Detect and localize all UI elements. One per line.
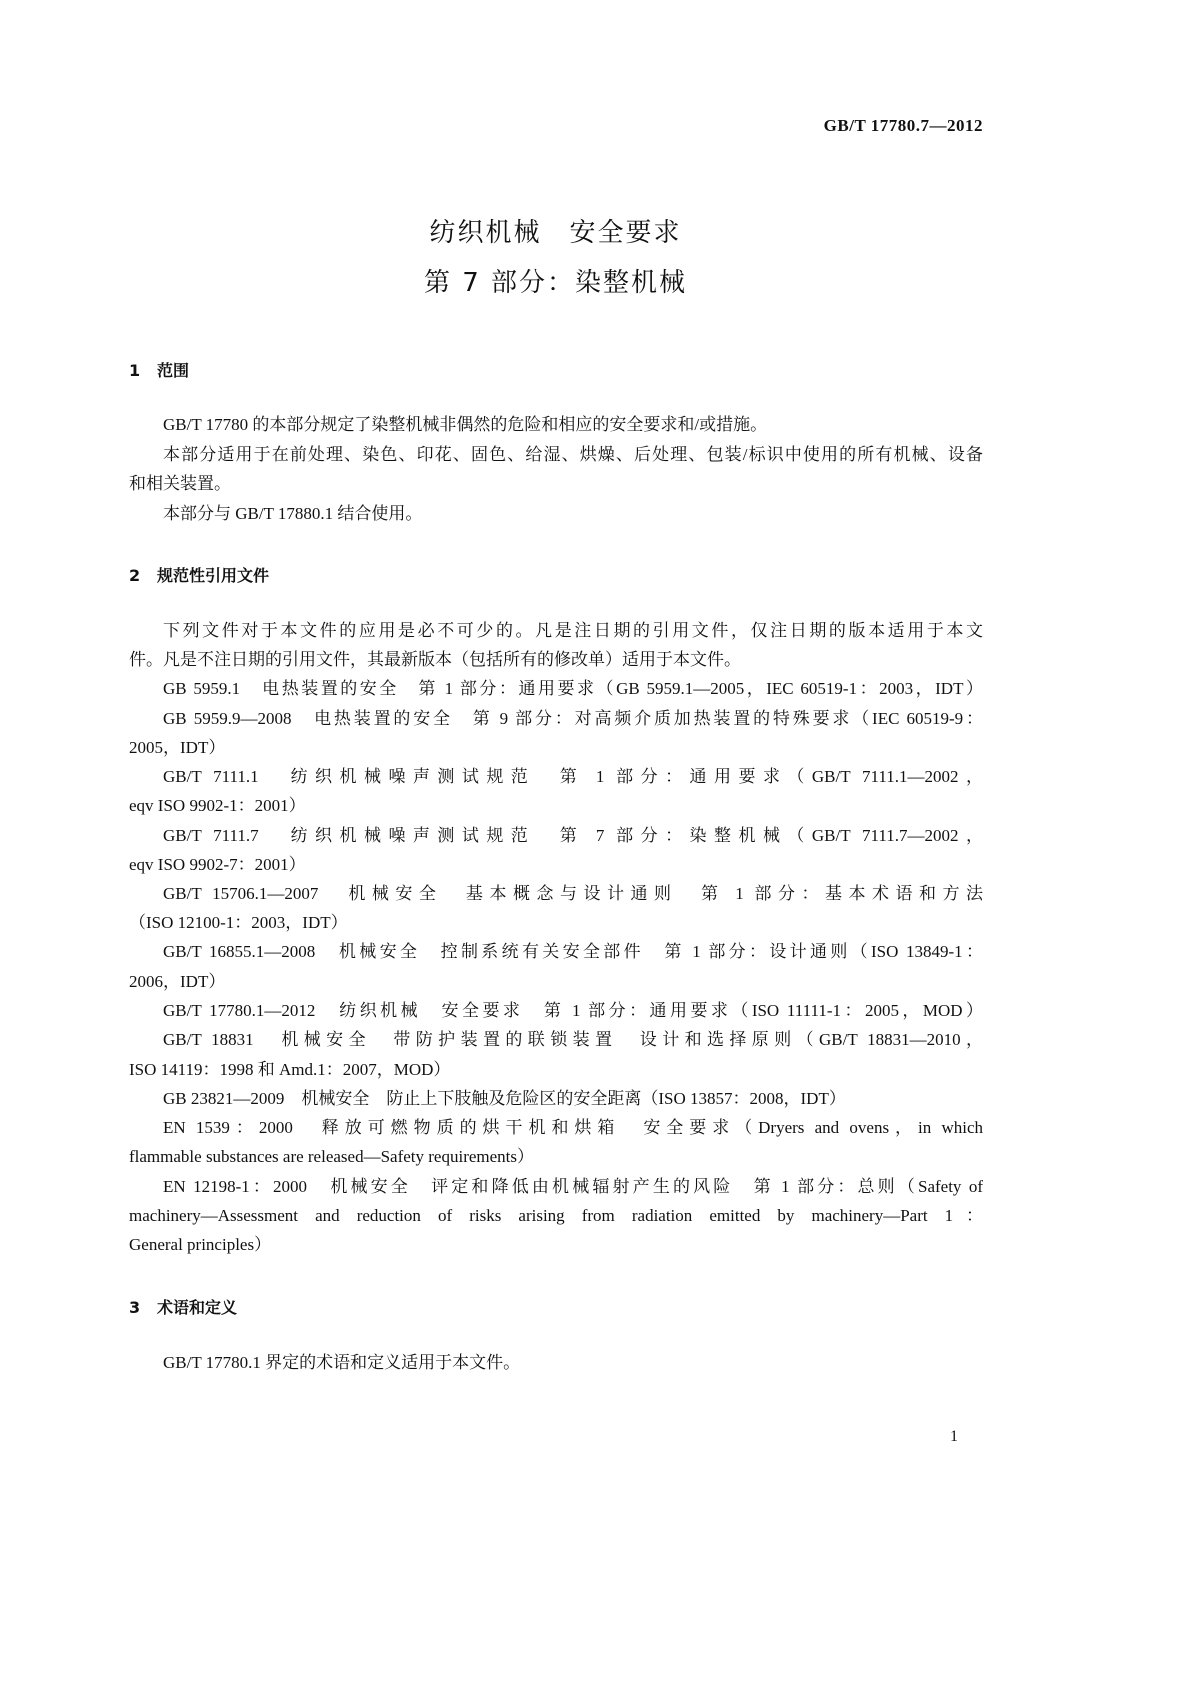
text-line: flammable substances are released—Safety requirements）: [129, 1147, 535, 1166]
section-title: 术语和定义: [157, 1298, 238, 1317]
section-heading: [129, 358, 189, 381]
section-number: 2: [129, 566, 141, 585]
section-title: 规范性引用文件: [157, 566, 270, 585]
text-line: EN 1539：2000 释放可燃物质的烘干机和烘箱 安全要求（Dryers and ovens，in which: [163, 1118, 983, 1137]
section-heading: [129, 563, 269, 586]
text-line: GB 5959.1 电热装置的安全 第 1 部分：通用要求（GB 5959.1—2005，IEC 60519-1：2003，IDT）: [163, 679, 983, 698]
section-heading: [129, 1295, 237, 1318]
text-line: GB/T 15706.1—2007 机械安全 基本概念与设计通则 第 1 部分：基本术语和方法: [163, 884, 983, 903]
text-line: 下列文件对于本文件的应用是必不可少的。凡是注日期的引用文件，仅注日期的版本适用于本文: [163, 621, 983, 640]
text-line: 和相关装置。: [129, 474, 231, 493]
text-line: GB/T 7111.1 纺织机械噪声测试规范 第 1 部分：通用要求（GB/T 7111.1—2002，: [163, 767, 983, 786]
text-line: GB 23821—2009 机械安全 防止上下肢触及危险区的安全距离（ISO 13857：2008，IDT）: [163, 1089, 846, 1108]
document-number: GB/T 17780.7—2012: [823, 116, 983, 135]
text-line: GB/T 18831 机械安全 带防护装置的联锁装置 设计和选择原则（GB/T 18831—2010，: [163, 1030, 983, 1049]
section-title: 范围: [157, 361, 190, 380]
text-line: 2006，IDT）: [129, 972, 226, 991]
text-line: General principles）: [129, 1235, 272, 1254]
text-line: GB/T 17780.1 界定的术语和定义适用于本文件。: [163, 1353, 521, 1372]
text-line: （ISO 12100-1：2003，IDT）: [129, 913, 348, 932]
section-number: 1: [129, 361, 141, 380]
text-line: GB/T 17780.1—2012 纺织机械 安全要求 第 1 部分：通用要求（ISO 11111-1：2005，MOD）: [163, 1001, 983, 1020]
text-line: GB/T 7111.7 纺织机械噪声测试规范 第 7 部分：染整机械（GB/T 7111.7—2002，: [163, 826, 983, 845]
text-line: 2005，IDT）: [129, 738, 226, 757]
title-line-1: 纺织机械 安全要求: [429, 218, 682, 248]
text-line: 本部分与 GB/T 17880.1 结合使用。: [163, 504, 423, 523]
text-line: eqv ISO 9902-7：2001）: [129, 855, 306, 874]
title-line-2: 第 7 部分：染整机械: [423, 268, 688, 298]
page-number: 1: [950, 1428, 958, 1445]
text-line: machinery—Assessment and reduction of risks arising from radiation emitted by machinery—Part 1：: [129, 1206, 983, 1225]
text-line: GB/T 16855.1—2008 机械安全 控制系统有关安全部件 第 1 部分：设计通则（ISO 13849-1：: [163, 942, 983, 961]
text-line: ISO 14119：1998 和 Amd.1：2007，MOD）: [129, 1060, 451, 1079]
text-line: 件。凡是不注日期的引用文件，其最新版本（包括所有的修改单）适用于本文件。: [129, 650, 741, 669]
text-line: eqv ISO 9902-1：2001）: [129, 796, 306, 815]
text-line: GB 5959.9—2008 电热装置的安全 第 9 部分：对高频介质加热装置的特殊要求（IEC 60519-9：: [163, 709, 983, 728]
text-line: 本部分适用于在前处理、染色、印花、固色、给湿、烘燥、后处理、包装/标识中使用的所有机械、设备: [163, 445, 983, 464]
text-line: GB/T 17780 的本部分规定了染整机械非偶然的危险和相应的安全要求和/或措施。: [163, 415, 768, 434]
section-number: 3: [129, 1298, 141, 1317]
text-line: EN 12198-1：2000 机械安全 评定和降低由机械辐射产生的风险 第 1 部分：总则（Safety of: [163, 1177, 983, 1196]
